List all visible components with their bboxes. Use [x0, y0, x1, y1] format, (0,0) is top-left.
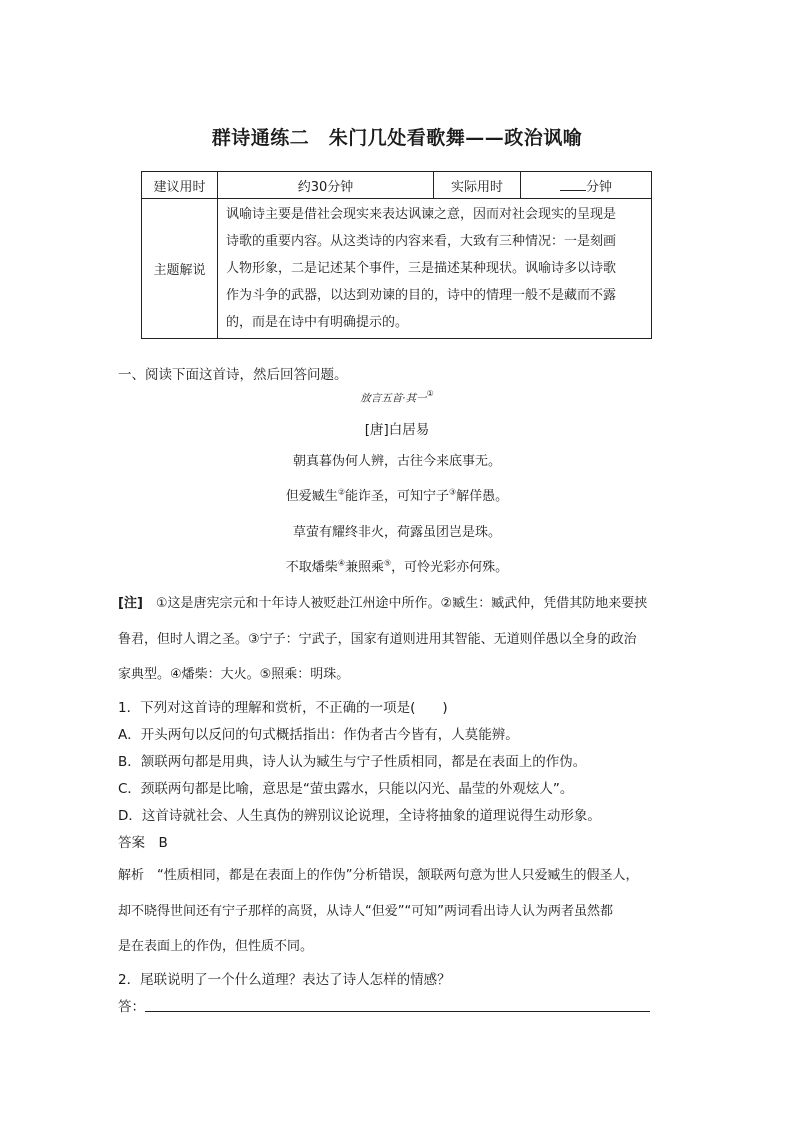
actual-time-blank[interactable]	[560, 177, 586, 191]
poem-note-ref: ④	[337, 558, 345, 568]
poem-text: 解佯愚。	[456, 489, 509, 504]
theme-row	[142, 199, 652, 339]
poem-title-note: ①	[426, 389, 434, 398]
q1-analysis-1: 解析 “性质相同，都是在表面上的作伪”分析错误，颔联两句意为世人只爱臧生的假圣人，	[118, 868, 639, 883]
notes-line-1	[118, 592, 647, 611]
q1-option-d: D．这首诗就社会、人生真伪的辨别议论说理，全诗将抽象的道理说得生动形象。	[118, 808, 601, 824]
poem-note-ref: ⑤	[384, 558, 392, 568]
notes-tag: [注]	[118, 596, 143, 611]
q1-analysis-3: 是在表面上的作伪，但性质不同。	[118, 939, 314, 954]
theme-line: 诗歌的重要内容。从这类诗的内容来看，大致有三种情况：一是刻画	[226, 234, 617, 249]
theme-line: 讽喻诗主要是借社会现实来表达讽谏之意，因而对社会现实的呈现是	[226, 207, 617, 222]
q1-option-b: B．颔联两句都是用典，诗人认为臧生与宁子性质相同，都是在表面上的作伪。	[118, 754, 587, 770]
actual-time-cell	[521, 172, 652, 199]
poem-title-line	[0, 389, 794, 406]
poem-text: ，可怜光彩亦何殊。	[391, 560, 509, 575]
poem-title: 放言五首·其一	[360, 392, 427, 405]
suggested-time-label: 建议用时	[142, 172, 218, 199]
suggested-time-value: 约30分钟	[218, 172, 434, 199]
time-row	[142, 172, 652, 199]
q2-answer-label: 答：	[118, 999, 145, 1015]
theme-line: 作为斗争的武器，以达到劝谏的目的，诗中的情理一般不是藏而不露	[226, 288, 617, 303]
q2-stem: 2．尾联说明了一个什么道理？表达了诗人怎样的情感？	[118, 972, 451, 988]
poem-note-ref: ③	[449, 487, 457, 497]
q1-option-c: C．颈联两句都是比喻，意思是“萤虫露水，只能以闪光、晶莹的外观炫人”。	[118, 781, 574, 797]
poem-line-3: 草萤有耀终非火，荷露虽团岂是珠。	[292, 525, 501, 540]
theme-line: 人物形象，二是记述某个事件，三是描述某种现状。讽喻诗多以诗歌	[226, 261, 617, 276]
theme-line: 的，而是在诗中有明确提示的。	[226, 315, 409, 330]
actual-time-unit: 分钟	[585, 179, 612, 195]
q1-stem: 1．下列对这首诗的理解和赏析，不正确的一项是( )	[118, 700, 448, 716]
poem-text: 但爱臧生	[285, 489, 338, 504]
theme-text	[218, 199, 652, 339]
info-table	[141, 171, 652, 339]
actual-time-label: 实际用时	[434, 172, 521, 199]
page-title: 群诗通练二 朱门几处看歌舞——政治讽喻	[211, 127, 583, 149]
poem-line-4	[0, 556, 794, 575]
poem-line-1: 朝真暮伪何人辨，古往今来底事无。	[292, 454, 501, 469]
poem-text: 兼照乘	[344, 560, 384, 575]
poem-author: [唐]白居易	[364, 422, 430, 438]
notes-line-3: 家典型。④燔柴：大火。⑤照乘：明珠。	[118, 667, 350, 682]
poem-note-ref: ②	[337, 487, 345, 497]
q1-option-a: A．开头两句以反问的句式概括指出：作伪者古今皆有，人莫能辨。	[118, 727, 519, 743]
theme-label: 主题解说	[142, 199, 218, 339]
poem-line-2	[0, 485, 794, 504]
poem-text: 不取燔柴	[285, 560, 338, 575]
section-heading: 一、阅读下面这首诗，然后回答问题。	[118, 367, 348, 383]
q1-analysis-2: 却不晓得世间还有宁子那样的高贤，从诗人“但爱”“可知”两词看出诗人认为两者虽然都	[118, 904, 613, 919]
q2-answer-line[interactable]	[145, 1011, 650, 1012]
q1-answer: 答案 B	[118, 835, 168, 851]
notes-text: ①这是唐宪宗元和十年诗人被贬赴江州途中所作。②臧生：臧武仲，凭借其防地来要挟	[142, 596, 648, 611]
poem-text: 能诈圣，可知宁子	[344, 489, 449, 504]
notes-line-2: 鲁君，但时人谓之圣。③宁子：宁武子，国家有道则进用其智能、无道则佯愚以全身的政治	[118, 632, 637, 647]
